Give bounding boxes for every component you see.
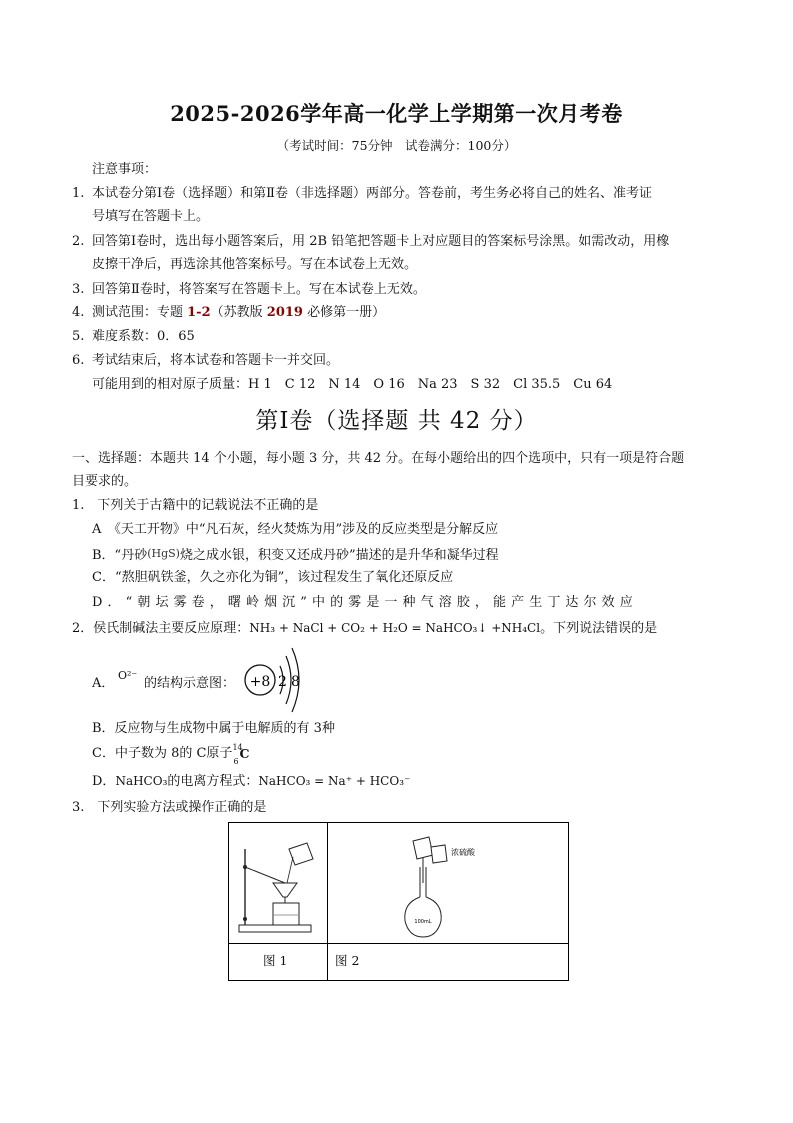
notice-text: 难度系数：0．65 — [92, 329, 195, 344]
page-title: 2025-2026学年高一化学上学期第一次月考卷 — [170, 101, 623, 126]
volumetric-flask-figure — [329, 827, 563, 941]
notice-1 — [72, 185, 652, 203]
q2-option-b: B．反应物与生成物中属于电解质的有 3种 — [92, 721, 335, 736]
notice-text: （苏教版 — [210, 305, 267, 320]
flask-volume-label: 100mL — [414, 919, 432, 925]
notice-text: 回答第Ⅰ卷时，选出每小题答案后，用 2B 铅笔把答题卡上对应题目的答案标号涂黑。如需改动，用橡 — [92, 234, 670, 249]
q3-stem: 3. 下列实验方法或操作正确的是 — [72, 800, 267, 815]
q1-b-text: 烧之成水银，积变又还成丹砂”描述的是升华和凝华过程 — [179, 548, 499, 563]
notice-text: 测试范围：专题 — [92, 305, 188, 320]
table-divider — [229, 943, 568, 944]
notice-title: 注意事项： — [92, 162, 158, 177]
notice-2 — [72, 233, 669, 251]
element-symbol: C — [239, 746, 250, 761]
fig2-label: 图 2 — [335, 953, 360, 968]
q1-option-c: C．“熬胆矾铁釜，久之亦化为铜”，该过程发生了氧化还原反应 — [92, 570, 454, 585]
notice-2-cont: 皮擦干净后，再选涂其他答案标号。写在本试卷上无效。 — [92, 257, 418, 272]
q1-stem: 1. 下列关于古籍中的记载说法不正确的是 — [72, 498, 319, 513]
q1-b-formula: (HgS) — [147, 547, 180, 560]
q2-stem-text: 。下列说法错误的是 — [540, 621, 658, 636]
nucleus-charge: +8 — [249, 674, 271, 690]
q2-a-text: 的结构示意图： — [144, 676, 236, 691]
mass-number: 14 — [232, 743, 243, 752]
notice-text: 回答第Ⅱ卷时，将答案写在答题卡上。写在本试卷上无效。 — [92, 282, 426, 297]
q2-option-d — [92, 772, 410, 791]
reagent-label: 浓硫酸 — [451, 848, 475, 857]
notice-3 — [72, 281, 426, 299]
scope-chapters: 1-2 — [187, 305, 211, 320]
q2-a-ion: O²⁻ — [118, 669, 138, 682]
fig1-label: 图 1 — [263, 953, 288, 968]
shell-2-electrons: 8 — [291, 674, 300, 690]
q2-c-text: C．中子数为 8的 C原子 — [92, 746, 233, 761]
section-title: 第Ⅰ卷（选择题 共 42 分） — [255, 408, 538, 434]
notice-num: 5. — [72, 329, 85, 344]
shell-1-electrons: 2 — [278, 674, 287, 690]
q2-equation: NH₃ + NaCl + CO₂ + H₂O = NaHCO₃↓ +NH₄Cl — [249, 621, 541, 635]
q2-d-text: D． — [92, 774, 116, 789]
notice-4 — [72, 304, 385, 322]
q1-option-b — [92, 545, 499, 565]
q1-option-a: A 《天工开物》中“凡石灰，经火焚炼为用”涉及的反应类型是分解反应 — [92, 522, 499, 537]
q2-option-c — [92, 743, 250, 766]
notice-1-cont: 号填写在答题卡上。 — [92, 209, 210, 224]
notice-num: 3. — [72, 282, 85, 297]
notice-num: 4. — [72, 305, 85, 320]
q1-option-d: D．“朝坛雾卷，曙岭烟沉”中的雾是一种气溶胶，能产生丁达尔效应 — [92, 595, 638, 610]
section-intro-cont: 目要求的。 — [72, 474, 138, 489]
notice-text: 必修第一册） — [302, 305, 386, 320]
notice-num: 6. — [72, 353, 85, 368]
atomic-number: 6 — [233, 757, 239, 766]
filtration-apparatus-figure — [233, 827, 325, 941]
notice-6 — [72, 352, 339, 370]
q2-c-isotope — [232, 743, 250, 766]
notice-num: 2. — [72, 234, 85, 249]
scope-edition: 2019 — [266, 305, 303, 320]
oxygen-ion-structure-diagram — [242, 646, 322, 718]
section-intro: 一、选择题：本题共 14 个小题，每小题 3 分，共 42 分。在每小题给出的四个选项中，只有一项是符合题 — [72, 451, 685, 466]
q2-d-formula: NaHCO₃ — [115, 774, 168, 788]
q2-a-text: A． — [92, 676, 115, 691]
notice-text: 考试结束后，将本试卷和答题卡一并交回。 — [92, 353, 340, 368]
page-subtitle: （考试时间：75分钟 试卷满分：100分） — [276, 138, 517, 153]
atomic-masses: 可能用到的相对原子质量：H 1 C 12 N 14 O 16 Na 23 S 32 Cl 35.5 Cu 64 — [92, 377, 613, 392]
notice-text: 本试卷分第Ⅰ卷（选择题）和第Ⅱ卷（非选择题）两部分。答卷前，考生务必将自己的姓名、准考证 — [92, 186, 652, 201]
notice-num: 1. — [72, 186, 85, 201]
q2-stem-text: 2．侯氏制碱法主要反应原理： — [72, 621, 250, 636]
q3-figure-table — [228, 822, 569, 981]
q2-stem — [72, 619, 657, 638]
q1-b-text: B．“丹砂 — [92, 548, 148, 563]
q2-d-text: 的电离方程式： — [167, 774, 259, 789]
q2-d-equation: NaHCO₃ = Na⁺ + HCO₃⁻ — [258, 774, 411, 788]
notice-5 — [72, 328, 195, 346]
